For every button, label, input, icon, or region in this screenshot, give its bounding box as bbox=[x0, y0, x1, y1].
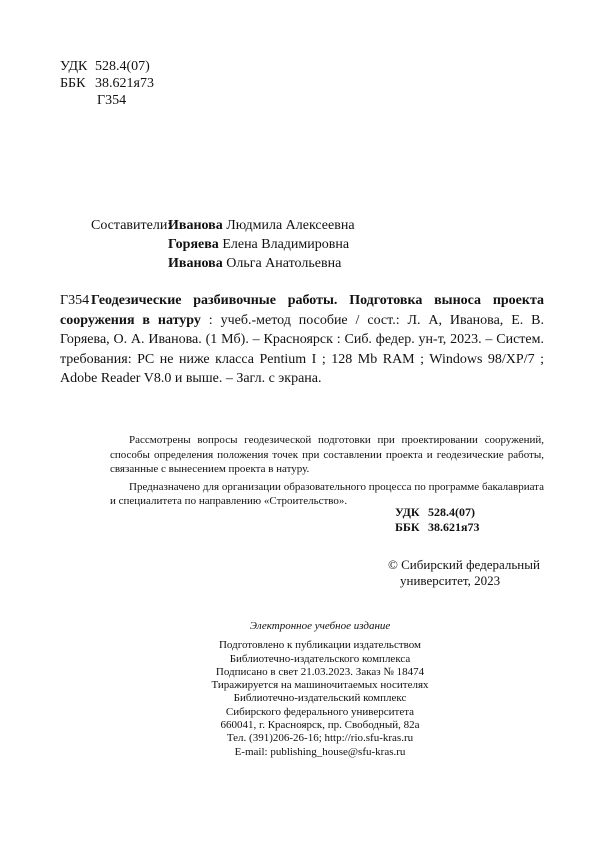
bibliographic-record bbox=[60, 291, 544, 389]
abstract bbox=[110, 433, 544, 509]
compiler-entry: Иванова Ольга Анатольевна bbox=[168, 256, 342, 271]
abstract-paragraph: Предназначено для организации образовательного процесса по программе бакалавриата и специалитета по направлению «Строительство». bbox=[110, 480, 544, 507]
udk-label: УДК bbox=[395, 505, 420, 519]
bib-details: : учеб.-метод пособие / сост.: Л. А, Иванова, Е. В. Горяева, О. А. Иванова. (1 Мб). – Красноярск : Сиб. федер. ун-т, 2023. – Систем. требования: PC не ниже класса Pentium I ; 128 Mb RAM ; Windows 98/XP/7 ; Adobe Reader V8.0 и выше. – Загл. с экрана. bbox=[60, 312, 544, 386]
classification-codes bbox=[60, 58, 154, 109]
imprint-line: Тел. (391)206-26-16; http://rio.sfu-kras.ru bbox=[226, 732, 414, 745]
compilers-heading: Составители: bbox=[91, 218, 172, 233]
imprint-line: Подготовлено к публикации издательством bbox=[218, 639, 422, 652]
book-title: Геодезические разбивочные работы. Подготовка выноса проекта сооружения в натуру bbox=[60, 293, 544, 328]
imprint-line: E-mail: publishing_house@sfu-kras.ru bbox=[234, 745, 406, 758]
imprint-line: Тиражируется на машиночитаемых носителях bbox=[211, 679, 429, 692]
abstract-paragraph: Рассмотрены вопросы геодезической подготовки при проектировании сооружений, способы определения положения точек при составлении проекта и геодезические работы, связанные с вынесением проекта в натуру. bbox=[110, 434, 544, 475]
bib-author-mark: Г354 bbox=[60, 293, 90, 308]
imprint-line: Библиотечно-издательский комплекс bbox=[233, 692, 407, 705]
author-mark: Г354 bbox=[97, 93, 127, 108]
udk-label: УДК bbox=[60, 59, 88, 74]
imprint-block bbox=[150, 620, 490, 759]
compiler-entry: Иванова Людмила Алексеевна bbox=[168, 218, 355, 233]
bbk-label: ББК bbox=[60, 76, 86, 91]
classification-codes-bottom bbox=[395, 505, 480, 535]
imprint-line: Сибирского федерального университета bbox=[225, 705, 415, 718]
bbk-value: 38.621я73 bbox=[428, 520, 480, 534]
bbk-label: ББК bbox=[395, 520, 420, 534]
compiler-entry: Горяева Елена Владимировна bbox=[168, 237, 350, 252]
compilers-block bbox=[91, 216, 355, 273]
copyright-line: университет, 2023 bbox=[400, 573, 501, 588]
copyright-notice bbox=[388, 557, 540, 589]
udk-value: 528.4(07) bbox=[428, 505, 475, 519]
bbk-value: 38.621я73 bbox=[95, 76, 154, 91]
imprint-line: Подписано в свет 21.03.2023. Заказ № 18474 bbox=[215, 665, 425, 678]
edition-type: Электронное учебное издание bbox=[249, 620, 391, 632]
imprint-line: 660041, г. Красноярск, пр. Свободный, 82а bbox=[220, 719, 420, 732]
copyright-line: © Сибирский федеральный bbox=[388, 557, 540, 572]
imprint-line: Библиотечно-издательского комплекса bbox=[229, 652, 411, 665]
udk-value: 528.4(07) bbox=[95, 59, 150, 74]
